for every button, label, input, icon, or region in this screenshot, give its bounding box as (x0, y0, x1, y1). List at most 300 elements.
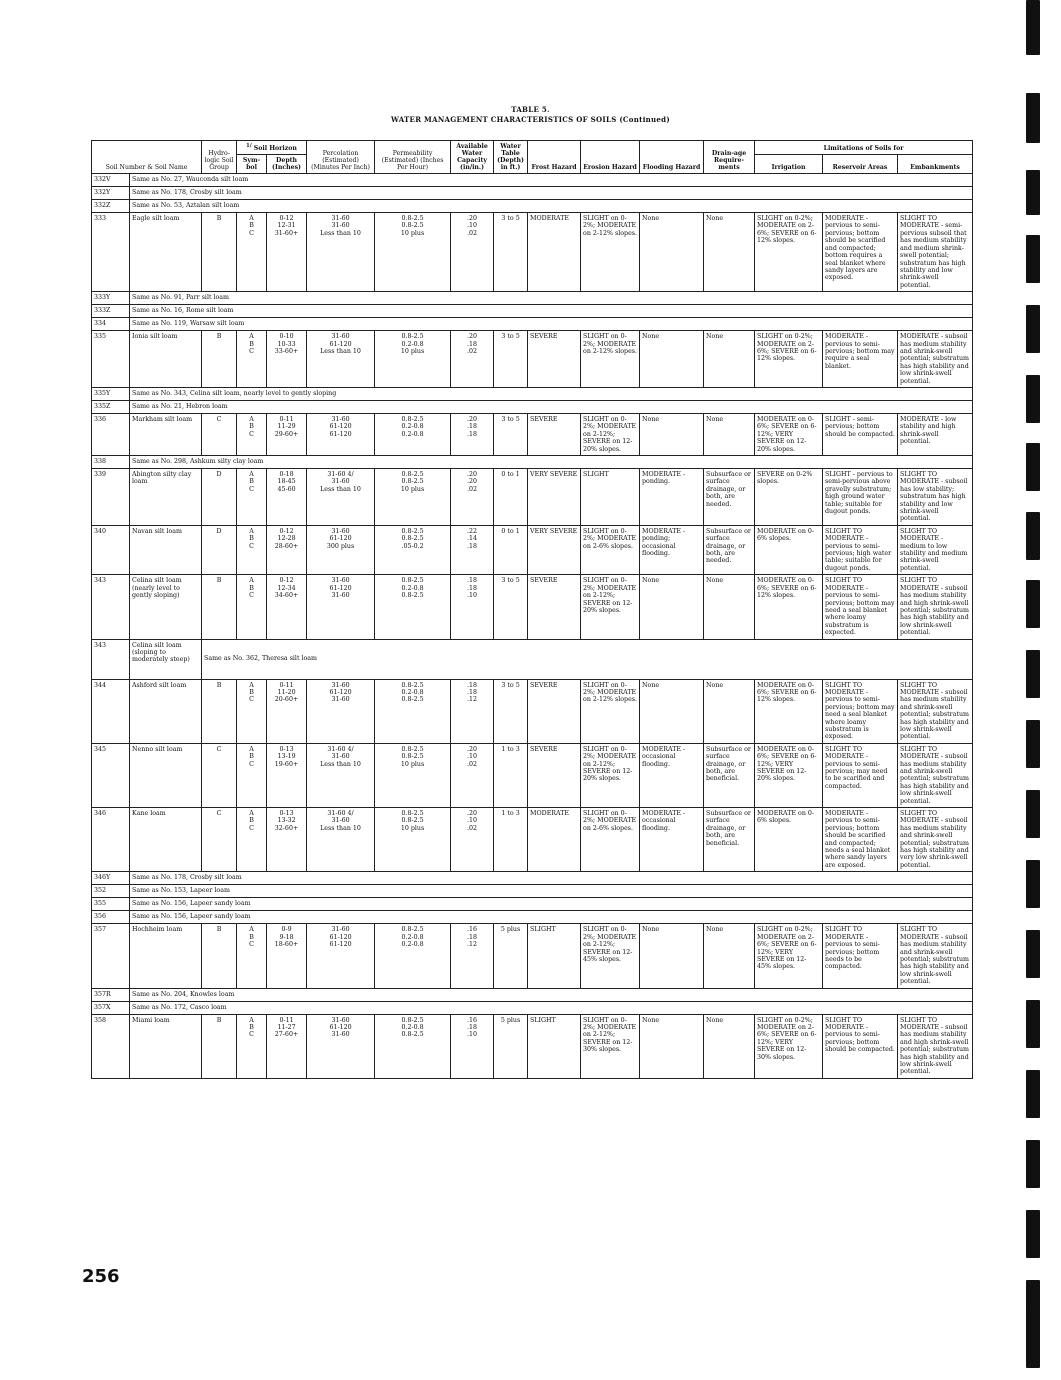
horizon-symbol-line: B (249, 478, 254, 486)
irrigation-limit: SEVERE on 0-2% slopes. (755, 469, 823, 526)
permeability-line: 0.8-2.5 (401, 753, 424, 761)
horizon-depth (267, 924, 307, 988)
horizon-symbol-line: C (249, 347, 254, 355)
horizon-symbol-line: C (249, 430, 254, 438)
water-capacity-line: .10 (467, 753, 478, 761)
water-capacity-line: .10 (467, 592, 478, 600)
header-limitations: Limitations of Soils for (755, 141, 973, 155)
header-horizon-note: 1/ (246, 143, 252, 149)
horizon-depth-line: 12-28 (277, 535, 296, 543)
header-water-table: Water Table (Depth) in ft.) (494, 141, 528, 174)
horizon-depth-line: 0-11 (279, 415, 294, 423)
soil-name: Miami loam (130, 1014, 202, 1078)
percolation-line: Less than 10 (320, 229, 361, 237)
table-row (92, 525, 973, 574)
soil-number: 333 (92, 213, 130, 292)
water-capacity-line: .18 (467, 584, 478, 592)
horizon-depth (267, 743, 307, 807)
horizon-symbol (237, 924, 267, 988)
soil-number: 332Y (92, 187, 130, 200)
horizon-symbol (237, 525, 267, 574)
horizon-symbol-line: C (249, 824, 254, 832)
horizon-depth-line: 31-60+ (274, 229, 299, 237)
embankment-limit: SLIGHT TO MODERATE - subsoil has medium stability and shrink-swell potential; substratum has high stability and low shrink-swell potential. (898, 679, 973, 743)
soil-number: 339 (92, 469, 130, 526)
permeability (375, 743, 451, 807)
table-row (92, 318, 973, 331)
water-capacity-line: .18 (467, 577, 478, 585)
percolation-line: 31-60 4/ (327, 471, 354, 478)
drainage: Subsurface or surface drainage, or both, are beneficial. (704, 808, 755, 872)
embankment-limit: SLIGHT TO MODERATE - subsoil has medium stability and shrink-swell potential; substratum has high stability and low shrink-swell potential. (898, 743, 973, 807)
permeability (375, 213, 451, 292)
horizon-depth-line: 20-60+ (274, 696, 299, 704)
water-capacity-line: .12 (467, 696, 478, 704)
horizon-depth-line: 11-27 (277, 1023, 296, 1031)
hydro-group: B (202, 213, 237, 292)
permeability-line: 0.2-0.8 (401, 340, 424, 348)
embankment-limit: SLIGHT TO MODERATE - semi-pervious subsoil that has medium stability and medium shrink-swell potential; substratum has high stability and low shrink-swell potential. (898, 213, 973, 292)
horizon-depth-line: 12-31 (277, 222, 296, 230)
horizon-depth-line: 0-11 (279, 681, 294, 689)
header-percolation: Percolation (Estimated) (Minutes Per Inch) (307, 141, 375, 174)
water-capacity-line: .18 (467, 688, 478, 696)
horizon-depth-line: 13-19 (277, 753, 296, 761)
erosion-hazard: SLIGHT on 0-2%; MODERATE on 2-12% slopes. (581, 679, 640, 743)
erosion-hazard: SLIGHT on 0-2%; MODERATE on 2-12%; SEVERE on 12-20% slopes. (581, 743, 640, 807)
percolation-line: 31-60 4/ (327, 745, 354, 753)
hydro-group: D (202, 469, 237, 526)
same-as-text: Same as No. 53, Aztalan silt loam (130, 200, 973, 213)
erosion-hazard: SLIGHT on 0-2%; MODERATE on 2-12%; SEVERE on 12-20% slopes. (581, 575, 640, 639)
water-capacity-line: .02 (467, 760, 478, 768)
water-capacity-line: .10 (467, 817, 478, 825)
frost-hazard: SLIGHT (528, 924, 581, 988)
percolation (307, 743, 375, 807)
binding-mark (1026, 375, 1040, 423)
drainage: None (704, 213, 755, 292)
percolation-line: 61-120 (329, 933, 352, 941)
same-as-text: Same as No. 27, Wauconda silt loam (130, 174, 973, 187)
binding-mark (1026, 650, 1040, 698)
percolation-line: 31-60 (331, 696, 350, 704)
percolation-line: 31-60 (331, 1031, 350, 1039)
permeability-line: .05-0.2 (401, 542, 424, 550)
horizon-symbol-line: B (249, 222, 254, 230)
soil-number: 357 (92, 924, 130, 988)
horizon-depth-line: 0-11 (279, 1016, 294, 1024)
water-table: 3 to 5 (494, 331, 528, 388)
percolation (307, 575, 375, 639)
same-as-text: Same as No. 178, Crosby silt loam (130, 187, 973, 200)
horizon-symbol (237, 679, 267, 743)
flooding-hazard: None (640, 575, 704, 639)
irrigation-limit: MODERATE on 0-6%; SEVERE on 6-12% slopes. (755, 679, 823, 743)
horizon-symbol-line: B (249, 1023, 254, 1031)
irrigation-limit: SLIGHT on 0-2%; MODERATE on 2-6%; SEVERE on 6-12%; VERY SEVERE on 12-30% slopes. (755, 1014, 823, 1078)
horizon-symbol (237, 743, 267, 807)
irrigation-limit: MODERATE on 0-6% slopes. (755, 525, 823, 574)
horizon-symbol-line: B (249, 933, 254, 941)
irrigation-limit: SLIGHT on 0-2%; MODERATE on 2-6%; SEVERE on 6-12% slopes. (755, 331, 823, 388)
reservoir-limit: SLIGHT TO MODERATE - pervious to semi-pervious; bottom may need a seal blanket where loamy substratum is exposed. (823, 679, 898, 743)
horizon-depth-line: 33-60+ (274, 347, 299, 355)
soil-number: 346 (92, 808, 130, 872)
erosion-hazard: SLIGHT on 0-2%; MODERATE on 2-12%; SEVERE on 12-30% slopes. (581, 1014, 640, 1078)
flooding-hazard: MODERATE - ponding; occasional flooding. (640, 525, 704, 574)
binding-mark (1026, 1140, 1040, 1188)
reservoir-limit: SLIGHT TO MODERATE - pervious to semi-pervious; bottom needs to be compacted. (823, 924, 898, 988)
water-table: 0 to 1 (494, 469, 528, 526)
header-frost: Frost Hazard (528, 141, 581, 174)
horizon-depth-line: 0-9 (281, 926, 292, 934)
hydro-group: C (202, 743, 237, 807)
percolation-line: 31-60 (331, 753, 350, 761)
horizon-depth-line: 0-18 (279, 471, 294, 478)
water-capacity-line: .20 (467, 415, 478, 423)
soil-number: 358 (92, 1014, 130, 1078)
horizon-depth-line: 0-12 (279, 215, 294, 223)
permeability-line: 10 plus (400, 824, 425, 832)
soil-name: Ionia silt loam (130, 331, 202, 388)
percolation (307, 1014, 375, 1078)
percolation-line: 31-60 (331, 478, 350, 486)
horizon-symbol-line: A (249, 471, 254, 478)
header-irrigation: Irrigation (755, 155, 823, 174)
permeability-line: 0.2-0.8 (401, 423, 424, 431)
water-table: 0 to 1 (494, 525, 528, 574)
percolation-line: 61-120 (329, 1023, 352, 1031)
hydro-group: C (202, 413, 237, 455)
erosion-hazard: SLIGHT on 0-2%; MODERATE on 2-12%; SEVERE on 12-20% slopes. (581, 413, 640, 455)
percolation (307, 525, 375, 574)
permeability-line: 10 plus (400, 229, 425, 237)
flooding-hazard: None (640, 413, 704, 455)
water-capacity-line: .22 (467, 527, 478, 535)
table-row (92, 413, 973, 455)
soil-number: 344 (92, 679, 130, 743)
soil-name: Celina silt loam (nearly level to gently sloping) (130, 575, 202, 639)
table-row (92, 213, 973, 292)
permeability-line: 10 plus (400, 760, 425, 768)
permeability-line: 0.8-2.5 (401, 1031, 424, 1039)
table-row (92, 331, 973, 388)
binding-mark (1026, 930, 1040, 978)
erosion-hazard: SLIGHT (581, 469, 640, 526)
header-awc: Available Water Capacity (in/in.) (451, 141, 494, 174)
soil-name: Hochheim loam (130, 924, 202, 988)
permeability-line: 0.8-2.5 (401, 471, 424, 478)
horizon-depth-line: 0-12 (279, 577, 294, 585)
table-row (92, 743, 973, 807)
header-depth: Depth (Inches) (267, 155, 307, 174)
binding-mark (1026, 1210, 1040, 1258)
water-table: 5 plus (494, 924, 528, 988)
horizon-depth (267, 413, 307, 455)
water-capacity-line: .20 (467, 333, 478, 341)
header-symbol: Sym-bol (237, 155, 267, 174)
water-table: 3 to 5 (494, 679, 528, 743)
percolation (307, 469, 375, 526)
water-capacity-line: .18 (467, 933, 478, 941)
water-capacity-line: .18 (467, 340, 478, 348)
table-row (92, 400, 973, 413)
horizon-symbol-line: B (249, 688, 254, 696)
water-capacity-line: .18 (467, 542, 478, 550)
percolation-line: 300 plus (326, 542, 355, 550)
horizon-symbol (237, 331, 267, 388)
flooding-hazard: None (640, 924, 704, 988)
horizon-depth-line: 27-60+ (274, 1031, 299, 1039)
soil-number: 346Y (92, 872, 130, 885)
header-soil: Soil Number & Soil Name (92, 141, 202, 174)
binding-mark (1026, 580, 1040, 628)
horizon-symbol (237, 1014, 267, 1078)
header-horizon-label: Soil Horizon (253, 145, 297, 153)
table-row (92, 808, 973, 872)
horizon-symbol-line: A (249, 926, 254, 934)
table-row (92, 200, 973, 213)
soil-number: 333Z (92, 305, 130, 318)
water-capacity-line: .02 (467, 229, 478, 237)
embankment-limit: SLIGHT TO MODERATE - subsoil has low stability; substratum has high stability and low shrink-swell potential. (898, 469, 973, 526)
percolation (307, 924, 375, 988)
soil-number: 340 (92, 525, 130, 574)
permeability (375, 808, 451, 872)
binding-mark (1026, 1000, 1040, 1048)
permeability-line: 0.8-2.5 (401, 535, 424, 543)
table-row (92, 187, 973, 200)
binding-mark (1026, 170, 1040, 215)
table-row (92, 885, 973, 898)
permeability-line: 0.2-0.8 (401, 688, 424, 696)
same-as-text: Same as No. 119, Warsaw silt loam (130, 318, 973, 331)
drainage: None (704, 924, 755, 988)
embankment-limit: SLIGHT TO MODERATE - subsoil has medium stability and high shrink-swell potential; substratum has high stability and low shrink-swell potential. (898, 1014, 973, 1078)
permeability-line: 0.8-2.5 (401, 577, 424, 585)
hydro-group: B (202, 575, 237, 639)
horizon-symbol-line: A (249, 810, 254, 818)
drainage: Subsurface or surface drainage, or both, are beneficial. (704, 743, 755, 807)
permeability-line: 0.8-2.5 (401, 817, 424, 825)
binding-mark (1026, 720, 1040, 768)
permeability-line: 10 plus (400, 485, 425, 493)
permeability-line: 0.8-2.5 (401, 527, 424, 535)
permeability-line: 0.8-2.5 (401, 215, 424, 223)
permeability-line: 0.8-2.5 (401, 1016, 424, 1024)
soil-number: 335Y (92, 387, 130, 400)
permeability-line: 0.8-2.5 (401, 333, 424, 341)
table-row (92, 292, 973, 305)
horizon-depth (267, 679, 307, 743)
binding-marks (1022, 0, 1061, 1380)
percolation (307, 331, 375, 388)
percolation-line: Less than 10 (320, 485, 361, 493)
percolation (307, 808, 375, 872)
horizon-symbol (237, 413, 267, 455)
horizon-depth-line: 0-10 (279, 333, 294, 341)
horizon-depth-line: 18-60+ (274, 941, 299, 949)
permeability-line: 0.2-0.8 (401, 933, 424, 941)
horizon-depth (267, 213, 307, 292)
page-number: 256 (82, 1266, 120, 1287)
permeability-line: 0.8-2.5 (401, 415, 424, 423)
percolation-line: 31-60 (331, 681, 350, 689)
percolation-line: 61-120 (329, 423, 352, 431)
table-title-block (0, 105, 1061, 125)
frost-hazard: MODERATE (528, 808, 581, 872)
table-row (92, 639, 973, 679)
same-as-text: Same as No. 172, Casco loam (130, 1001, 973, 1014)
horizon-symbol-line: C (249, 696, 254, 704)
hydro-group: D (202, 525, 237, 574)
percolation-line: 31-60 (331, 926, 350, 934)
table-row (92, 575, 973, 639)
header-erosion: Erosion Hazard (581, 141, 640, 174)
water-capacity (451, 575, 494, 639)
erosion-hazard: SLIGHT on 0-2%; MODERATE on 2-6% slopes. (581, 808, 640, 872)
water-capacity (451, 743, 494, 807)
same-as-text: Same as No. 16, Rome silt loam (130, 305, 973, 318)
soil-name: Eagle silt loam (130, 213, 202, 292)
horizon-symbol (237, 469, 267, 526)
percolation-line: Less than 10 (320, 760, 361, 768)
reservoir-limit: SLIGHT TO MODERATE - pervious to semi-pervious; may need to be scarified and compacted. (823, 743, 898, 807)
horizon-symbol-line: C (249, 542, 254, 550)
hydro-group: B (202, 1014, 237, 1078)
horizon-symbol-line: B (249, 535, 254, 543)
same-as-text: Same as No. 204, Knowles loam (130, 988, 973, 1001)
table-body (92, 174, 973, 1079)
flooding-hazard: None (640, 213, 704, 292)
percolation (307, 679, 375, 743)
table-row (92, 1014, 973, 1078)
percolation-line: 61-120 (329, 688, 352, 696)
horizon-symbol-line: C (249, 1031, 254, 1039)
soil-number: 343 (92, 575, 130, 639)
water-capacity (451, 924, 494, 988)
water-capacity-line: .20 (467, 215, 478, 223)
percolation-line: 31-60 (331, 215, 350, 223)
horizon-symbol (237, 213, 267, 292)
water-capacity-line: .20 (467, 478, 478, 486)
water-capacity-line: .18 (467, 430, 478, 438)
drainage: None (704, 1014, 755, 1078)
binding-mark (1026, 443, 1040, 491)
frost-hazard: VERY SEVERE (528, 469, 581, 526)
water-capacity (451, 808, 494, 872)
water-capacity-line: .20 (467, 810, 478, 818)
water-capacity-line: .18 (467, 423, 478, 431)
binding-mark (1026, 512, 1040, 560)
percolation-line: 31-60 (331, 415, 350, 423)
soil-number: 335 (92, 331, 130, 388)
binding-mark (1026, 1070, 1040, 1118)
permeability (375, 413, 451, 455)
water-table: 3 to 5 (494, 213, 528, 292)
same-as-text: Same as No. 298, Ashkum silty clay loam (130, 456, 973, 469)
water-table: 3 to 5 (494, 575, 528, 639)
water-capacity-line: .18 (467, 681, 478, 689)
soil-number: 356 (92, 911, 130, 924)
irrigation-limit: SLIGHT on 0-2%; MODERATE on 2-6%; SEVERE on 6-12% slopes. (755, 213, 823, 292)
water-capacity (451, 213, 494, 292)
soil-number: 352 (92, 885, 130, 898)
frost-hazard: SEVERE (528, 679, 581, 743)
water-table: 1 to 3 (494, 808, 528, 872)
frost-hazard: SEVERE (528, 575, 581, 639)
binding-mark (1026, 93, 1040, 143)
water-capacity-line: .10 (467, 222, 478, 230)
reservoir-limit: MODERATE - pervious to semi-pervious; bottom may require a seal blanket. (823, 331, 898, 388)
horizon-symbol-line: A (249, 415, 254, 423)
water-table: 5 plus (494, 1014, 528, 1078)
same-as-text: Same as No. 156, Lapeer sandy loam (130, 898, 973, 911)
water-capacity (451, 469, 494, 526)
percolation-line: 31-60 (331, 817, 350, 825)
flooding-hazard: None (640, 331, 704, 388)
permeability (375, 525, 451, 574)
soil-number: 355 (92, 898, 130, 911)
frost-hazard: VERY SEVERE (528, 525, 581, 574)
binding-mark (1026, 0, 1040, 55)
horizon-symbol-line: A (249, 745, 254, 753)
water-table: 1 to 3 (494, 743, 528, 807)
percolation-line: 61-120 (329, 340, 352, 348)
reservoir-limit: SLIGHT TO MODERATE - pervious to semi-pervious; bottom should be compacted. (823, 1014, 898, 1078)
drainage: None (704, 331, 755, 388)
drainage: Subsurface or surface drainage, or both, are needed. (704, 525, 755, 574)
table-row (92, 988, 973, 1001)
soil-number: 357X (92, 1001, 130, 1014)
horizon-symbol-line: A (249, 215, 254, 223)
binding-mark (1026, 1308, 1040, 1368)
binding-mark (1026, 790, 1040, 838)
frost-hazard: SLIGHT (528, 1014, 581, 1078)
horizon-depth-line: 11-29 (277, 423, 296, 431)
table-row (92, 469, 973, 526)
water-capacity-line: .14 (467, 535, 478, 543)
soil-name: Markham silt loam (130, 413, 202, 455)
percolation-line: 61-120 (329, 535, 352, 543)
irrigation-limit: MODERATE on 0-6% slopes. (755, 808, 823, 872)
erosion-hazard: SLIGHT on 0-2%; MODERATE on 2-12% slopes. (581, 213, 640, 292)
soil-number: 333Y (92, 292, 130, 305)
same-as-text: Same as No. 91, Parr silt loam (130, 292, 973, 305)
horizon-symbol-line: B (249, 817, 254, 825)
soil-number: 332Z (92, 200, 130, 213)
water-capacity-line: .20 (467, 745, 478, 753)
table-row (92, 456, 973, 469)
horizon-depth (267, 331, 307, 388)
same-as-text: Same as No. 362, Theresa silt loam (202, 639, 973, 679)
horizon-symbol-line: C (249, 592, 254, 600)
percolation-line: 61-120 (329, 584, 352, 592)
horizon-symbol-line: B (249, 423, 254, 431)
soil-number: 335Z (92, 400, 130, 413)
horizon-depth-line: 0-12 (279, 527, 294, 535)
embankment-limit: SLIGHT TO MODERATE - subsoil has medium stability and shrink-swell potential; substratum has high stability and very low shrink-swell potential. (898, 808, 973, 872)
irrigation-limit: MODERATE on 0-6%; SEVERE on 6-12%; VERY SEVERE on 12-20% slopes. (755, 413, 823, 455)
water-capacity-line: .02 (467, 824, 478, 832)
horizon-symbol-line: B (249, 753, 254, 761)
header-embankments: Embankments (898, 155, 973, 174)
permeability (375, 575, 451, 639)
percolation-line: Less than 10 (320, 824, 361, 832)
permeability-line: 0.8-2.5 (401, 681, 424, 689)
embankment-limit: MODERATE - subsoil has medium stability and shrink-swell potential; substratum has high stability and low shrink-swell potential. (898, 331, 973, 388)
same-as-text: Same as No. 153, Lapeer loam (130, 885, 973, 898)
